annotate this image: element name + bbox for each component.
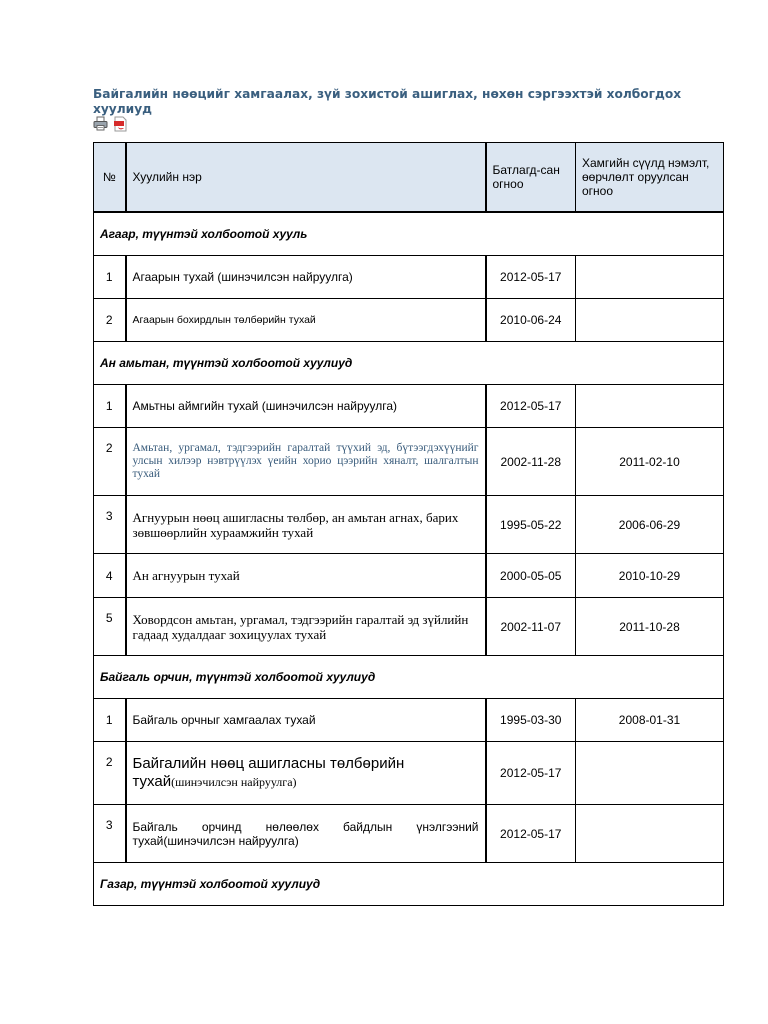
row-approved: 2002-11-28	[486, 428, 576, 496]
row-amended	[576, 256, 724, 299]
section-title: Агаар, түүнтэй холбоотой хууль	[94, 212, 724, 256]
row-amended	[576, 805, 724, 863]
row-approved: 2012-05-17	[486, 256, 576, 299]
header-name: Хуулийн нэр	[126, 143, 486, 213]
row-num: 4	[94, 554, 126, 598]
header-amended: Хамгийн сүүлд нэмэлт, өөрчлөлт оруулсан огноо	[576, 143, 724, 213]
row-num: 1	[94, 699, 126, 742]
row-name: Байгаль орчинд нөлөөлөх байдлын үнэлгээний тухай(шинэчилсэн найруулга)	[126, 805, 486, 863]
row-approved: 2012-05-17	[486, 805, 576, 863]
page-title: Байгалийн нөөцийг хамгаалах, зүй зохистой ашиглах, нөхөн сэргээхтэй холбогдох хуулиуд	[93, 87, 682, 116]
section-title: Ан амьтан, түүнтэй холбоотой хуулиуд	[94, 342, 724, 385]
row-amended: 2008-01-31	[576, 699, 724, 742]
row-num: 2	[94, 299, 126, 342]
row-approved: 2012-05-17	[486, 385, 576, 428]
row-amended: 2011-10-28	[576, 598, 724, 656]
row-name: Агаарын тухай (шинэчилсэн найруулга)	[126, 256, 486, 299]
row-amended	[576, 742, 724, 805]
row-name: Амьтан, ургамал, тэдгээрийн гаралтай түүхий эд, бүтээгдэхүүнийг улсын хилээр нэвтрүүлэх үеийн хорио цээрийн хяналт, шалгалтын тухай	[126, 428, 486, 496]
section-row	[94, 212, 724, 256]
table-row	[94, 554, 724, 598]
row-name	[126, 742, 486, 805]
row-approved: 2010-06-24	[486, 299, 576, 342]
table-row	[94, 256, 724, 299]
row-name: Агнуурын нөөц ашигласны төлбөр, ан амьтан агнах, барих зөвшөөрлийн хураамжийн тухай	[126, 496, 486, 554]
row-amended: 2010-10-29	[576, 554, 724, 598]
section-row	[94, 342, 724, 385]
row-approved: 2000-05-05	[486, 554, 576, 598]
row-name: Ан агнуурын тухай	[126, 554, 486, 598]
row-amended: 2006-06-29	[576, 496, 724, 554]
row-num: 3	[94, 805, 126, 863]
row-approved: 2002-11-07	[486, 598, 576, 656]
table-row	[94, 428, 724, 496]
row-num: 1	[94, 256, 126, 299]
row-approved: 2012-05-17	[486, 742, 576, 805]
row-num: 5	[94, 598, 126, 656]
row-num: 3	[94, 496, 126, 554]
row-num: 1	[94, 385, 126, 428]
table-row	[94, 742, 724, 805]
laws-table	[93, 142, 724, 906]
row-approved: 1995-03-30	[486, 699, 576, 742]
section-row	[94, 863, 724, 906]
table-row	[94, 805, 724, 863]
row-amended: 2011-02-10	[576, 428, 724, 496]
row-name-tail: (шинэчилсэн найруулга)	[171, 775, 297, 789]
table-header-row	[94, 143, 724, 213]
header-num: №	[94, 143, 126, 213]
row-amended	[576, 299, 724, 342]
header-approved: Батлагд-сан огноо	[486, 143, 576, 213]
section-title: Газар, түүнтэй холбоотой хуулиуд	[94, 863, 724, 906]
row-amended	[576, 385, 724, 428]
row-num: 2	[94, 428, 126, 496]
row-name: Байгаль орчныг хамгаалах тухай	[126, 699, 486, 742]
table-row	[94, 299, 724, 342]
row-name: Ховордсон амьтан, ургамал, тэдгээрийн гаралтай эд зүйлийн гадаад худалдааг зохицуулах тухай	[126, 598, 486, 656]
row-name-main: Байгалийн нөөц ашигласны төлбөрийн тухай	[132, 755, 405, 790]
pdf-icon[interactable]	[113, 116, 128, 137]
section-title: Байгаль орчин, түүнтэй холбоотой хуулиуд	[94, 656, 724, 699]
row-name: Агаарын бохирдлын төлбөрийн тухай	[126, 299, 486, 342]
table-row	[94, 598, 724, 656]
table-row	[94, 496, 724, 554]
printer-icon[interactable]	[93, 116, 108, 136]
row-approved: 1995-05-22	[486, 496, 576, 554]
row-num: 2	[94, 742, 126, 805]
row-name: Амьтны аймгийн тухай (шинэчилсэн найруулга)	[126, 385, 486, 428]
table-row	[94, 699, 724, 742]
toolbar	[93, 116, 129, 134]
section-row	[94, 656, 724, 699]
table-row	[94, 385, 724, 428]
